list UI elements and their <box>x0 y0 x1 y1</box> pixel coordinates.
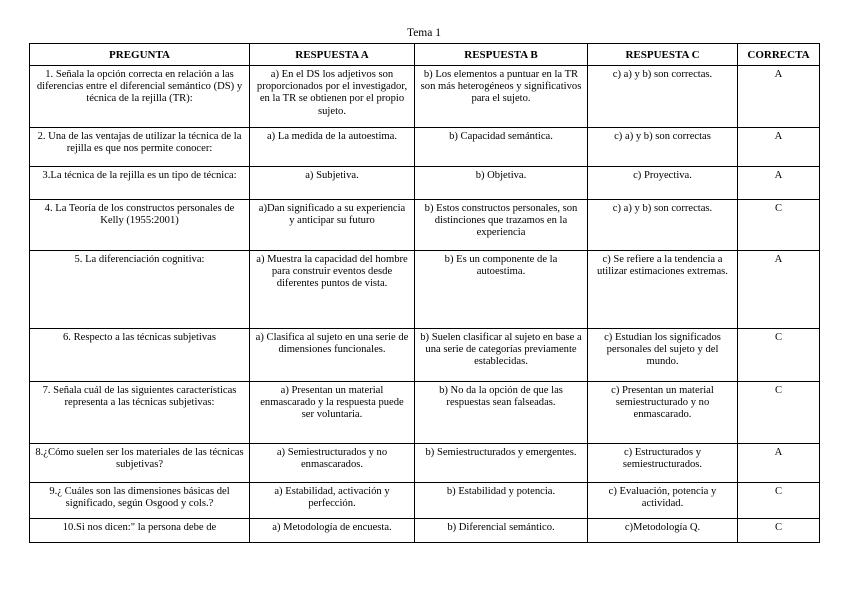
correcta-cell: A <box>738 66 820 128</box>
correcta-cell: C <box>738 519 820 543</box>
respuesta-a-cell: a) Clasifica al sujeto en una serie de dimensiones funcionales. <box>250 329 415 382</box>
respuesta-a-cell: a) Subjetiva. <box>250 167 415 200</box>
respuesta-b-cell: b) Estabilidad y potencia. <box>415 483 588 519</box>
pregunta-cell: 8.¿Cómo suelen ser los materiales de las técnicas subjetivas? <box>30 444 250 483</box>
table-row <box>30 519 820 543</box>
pregunta-cell: 9.¿ Cuáles son las dimensiones básicas del significado, según Osgood y cols.? <box>30 483 250 519</box>
correcta-cell: A <box>738 444 820 483</box>
respuesta-c-cell: c) Estudian los significados personales del sujeto y del mundo. <box>588 329 738 382</box>
table-row <box>30 128 820 167</box>
correcta-cell: C <box>738 483 820 519</box>
respuesta-c-cell: c) a) y b) son correctas <box>588 128 738 167</box>
header-correcta: CORRECTA <box>738 44 820 66</box>
pregunta-cell: 3.La técnica de la rejilla es un tipo de técnica: <box>30 167 250 200</box>
correcta-cell: C <box>738 200 820 251</box>
table-row <box>30 444 820 483</box>
respuesta-a-cell: a) Presentan un material enmascarado y la respuesta puede ser voluntaria. <box>250 382 415 444</box>
respuesta-c-cell: c) a) y b) son correctas. <box>588 66 738 128</box>
correcta-cell: A <box>738 128 820 167</box>
pregunta-cell: 7. Señala cuál de las siguientes características representa a las técnicas subjetivas: <box>30 382 250 444</box>
correcta-cell: A <box>738 251 820 329</box>
pregunta-cell: 6. Respecto a las técnicas subjetivas <box>30 329 250 382</box>
respuesta-b-cell: b) Los elementos a puntuar en la TR son más heterogéneos y significativos para el sujeto. <box>415 66 588 128</box>
header-respuesta-b: RESPUESTA B <box>415 44 588 66</box>
header-pregunta: PREGUNTA <box>30 44 250 66</box>
pregunta-cell: 1. Señala la opción correcta en relación a las diferencias entre el diferencial semántico (DS) y técnica de la rejilla (TR): <box>30 66 250 128</box>
respuesta-b-cell: b) Suelen clasificar al sujeto en base a una serie de categorías previamente establecidas. <box>415 329 588 382</box>
table-row <box>30 382 820 444</box>
respuesta-a-cell: a) En el DS los adjetivos son proporcionados por el investigador, en la TR se obtienen por el propio sujeto. <box>250 66 415 128</box>
table-row <box>30 200 820 251</box>
correcta-cell: C <box>738 382 820 444</box>
respuesta-a-cell: a) Estabilidad, activación y perfección. <box>250 483 415 519</box>
pregunta-cell: 5. La diferenciación cognitiva: <box>30 251 250 329</box>
respuesta-b-cell: b) Capacidad semántica. <box>415 128 588 167</box>
respuesta-c-cell: c) Se refiere a la tendencia a utilizar estimaciones extremas. <box>588 251 738 329</box>
correcta-cell: A <box>738 167 820 200</box>
respuesta-c-cell: c) a) y b) son correctas. <box>588 200 738 251</box>
respuesta-a-cell: a) Muestra la capacidad del hombre para construir eventos desde diferentes puntos de vista. <box>250 251 415 329</box>
page-title: Tema 1 <box>406 27 441 39</box>
respuesta-a-cell: a)Dan significado a su experiencia y anticipar su futuro <box>250 200 415 251</box>
respuesta-a-cell: a) Semiestructurados y no enmascarados. <box>250 444 415 483</box>
table-row <box>30 66 820 128</box>
respuesta-a-cell: a) Metodología de encuesta. <box>250 519 415 543</box>
respuesta-c-cell: c)Metodología Q. <box>588 519 738 543</box>
respuesta-b-cell: b) Diferencial semántico. <box>415 519 588 543</box>
table-row <box>30 167 820 200</box>
header-respuesta-a: RESPUESTA A <box>250 44 415 66</box>
correcta-cell: C <box>738 329 820 382</box>
respuesta-b-cell: b) No da la opción de que las respuestas sean falseadas. <box>415 382 588 444</box>
pregunta-cell: 4. La Teoría de los constructos personales de Kelly (1955:2001) <box>30 200 250 251</box>
respuesta-c-cell: c) Presentan un material semiestructurado y no enmascarado. <box>588 382 738 444</box>
pregunta-cell: 2. Una de las ventajas de utilizar la técnica de la rejilla es que nos permite conocer: <box>30 128 250 167</box>
respuesta-b-cell: b) Objetiva. <box>415 167 588 200</box>
table-row <box>30 483 820 519</box>
respuesta-a-cell: a) La medida de la autoestima. <box>250 128 415 167</box>
quiz-table <box>29 43 820 543</box>
respuesta-c-cell: c) Proyectiva. <box>588 167 738 200</box>
respuesta-b-cell: b) Es un componente de la autoestima. <box>415 251 588 329</box>
respuesta-b-cell: b) Estos constructos personales, son distinciones que trazamos en la experiencia <box>415 200 588 251</box>
table-row <box>30 329 820 382</box>
respuesta-c-cell: c) Evaluación, potencia y actividad. <box>588 483 738 519</box>
pregunta-cell: 10.Si nos dicen:" la persona debe de <box>30 519 250 543</box>
table-header-row <box>30 44 820 66</box>
table-row <box>30 251 820 329</box>
header-respuesta-c: RESPUESTA C <box>588 44 738 66</box>
respuesta-b-cell: b) Semiestructurados y emergentes. <box>415 444 588 483</box>
respuesta-c-cell: c) Estructurados y semiestructurados. <box>588 444 738 483</box>
